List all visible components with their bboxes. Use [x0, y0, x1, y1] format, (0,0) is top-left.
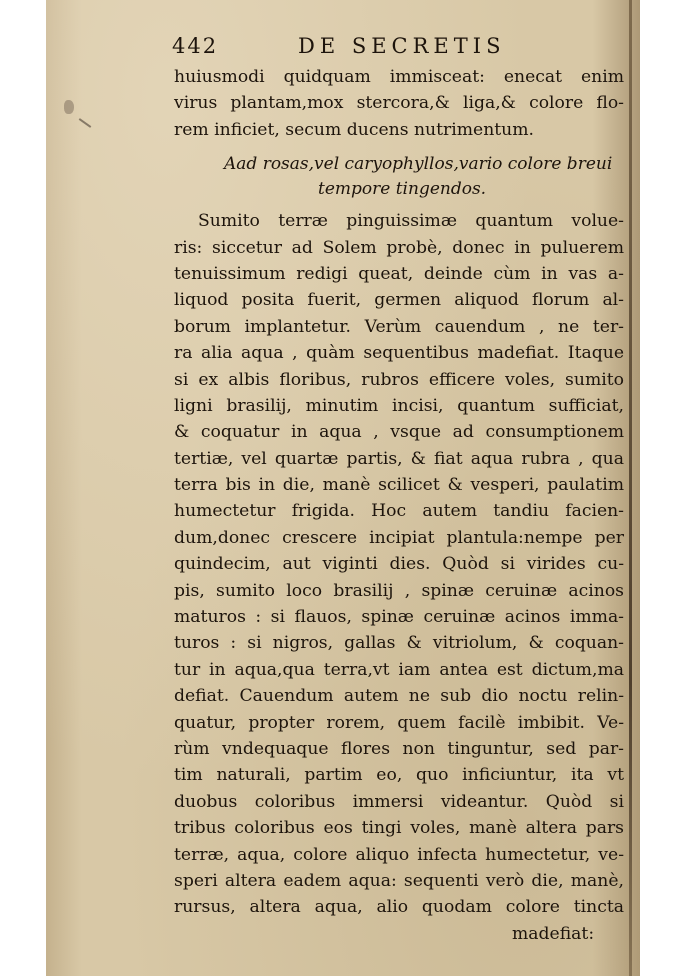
- text-line: rem inficiet, secum ducens nutrimentum.: [174, 119, 535, 140]
- page-text: [128, 34, 628, 947]
- text-line: quatur, propter rorem, quem facilè imbibit. Ve-: [174, 712, 624, 733]
- text-line: tim naturali, partim eo, quo inficiuntur, ita vt: [174, 765, 624, 786]
- running-title: DE SECRETIS: [298, 34, 506, 58]
- text-line: humectetur frigida. Hoc autem tandiu facien-: [174, 501, 624, 522]
- text-line: rùm vndequaque flores non tinguntur, sed par-: [174, 738, 624, 759]
- text-line: turos : si nigros, gallas & vitriolum, & coquan-: [174, 633, 624, 654]
- page-number: 442: [172, 34, 219, 58]
- text-line: pis, sumito loco brasilij , spinæ ceruinæ acinos: [174, 580, 624, 601]
- margin-pen-mark: [79, 118, 92, 128]
- text-line: defiat. Cauendum autem ne sub dio noctu relin-: [174, 686, 624, 707]
- page-header: [128, 34, 628, 64]
- text-line: duobus coloribus immersi videantur. Quòd si: [174, 791, 624, 812]
- text-line: virus plantam,mox stercora,& liga,& colore flo-: [174, 93, 624, 114]
- heading-line: Aad rosas,vel caryophyllos,vario colore breui: [224, 154, 613, 175]
- section-heading: [128, 152, 628, 202]
- text-line: tertiæ, vel quartæ partis, & fiat aqua rubra , qua: [174, 448, 624, 469]
- top-paragraph: [128, 64, 628, 143]
- text-line: dum,donec crescere incipiat plantula:nempe per: [174, 527, 624, 548]
- text-line: maturos : si flauos, spinæ ceruinæ acinos imma-: [174, 607, 624, 628]
- text-line: rursus, altera aqua, alio quodam colore tincta: [174, 897, 624, 918]
- text-line: borum implantetur. Verùm cauendum , ne ter-: [174, 316, 624, 337]
- text-line: speri altera eadem aqua: sequenti verò die, manè,: [174, 870, 624, 891]
- body-paragraph: [128, 208, 628, 921]
- page-gutter-shadow: [629, 0, 632, 976]
- text-line: ris: siccetur ad Solem probè, donec in puluerem: [174, 237, 624, 258]
- text-line: si ex albis floribus, rubros efficere voles, sumito: [174, 369, 624, 390]
- catchword: madefiat:: [512, 923, 595, 944]
- heading-line: tempore tingendos.: [318, 179, 487, 200]
- text-line: tribus coloribus eos tingi voles, manè altera pars: [174, 818, 624, 839]
- margin-ink-blot: [64, 100, 74, 114]
- text-line: terra bis in die, manè scilicet & vesperi, paulatim: [174, 475, 624, 496]
- text-line: ra alia aqua , quàm sequentibus madefiat. Itaque: [174, 343, 624, 364]
- text-line: quindecim, aut viginti dies. Quòd si virides cu-: [174, 554, 624, 575]
- text-line: huiusmodi quidquam immisceat: enecat enim: [174, 67, 624, 87]
- text-line: liquod posita fuerit, germen aliquod florum al-: [174, 290, 624, 311]
- text-line: & coquatur in aqua , vsque ad consumptionem: [174, 422, 624, 443]
- text-line: terræ, aqua, colore aliquo infecta humectetur, ve-: [174, 844, 624, 865]
- text-line: Sumito terræ pinguissimæ quantum volue-: [198, 211, 624, 232]
- text-line: tenuissimum redigi queat, deinde cùm in vas a-: [174, 263, 624, 284]
- text-line: ligni brasilij, minutim incisi, quantum sufficiat,: [174, 395, 624, 416]
- text-line: tur in aqua,qua terra,vt iam antea est dictum,ma: [174, 659, 624, 680]
